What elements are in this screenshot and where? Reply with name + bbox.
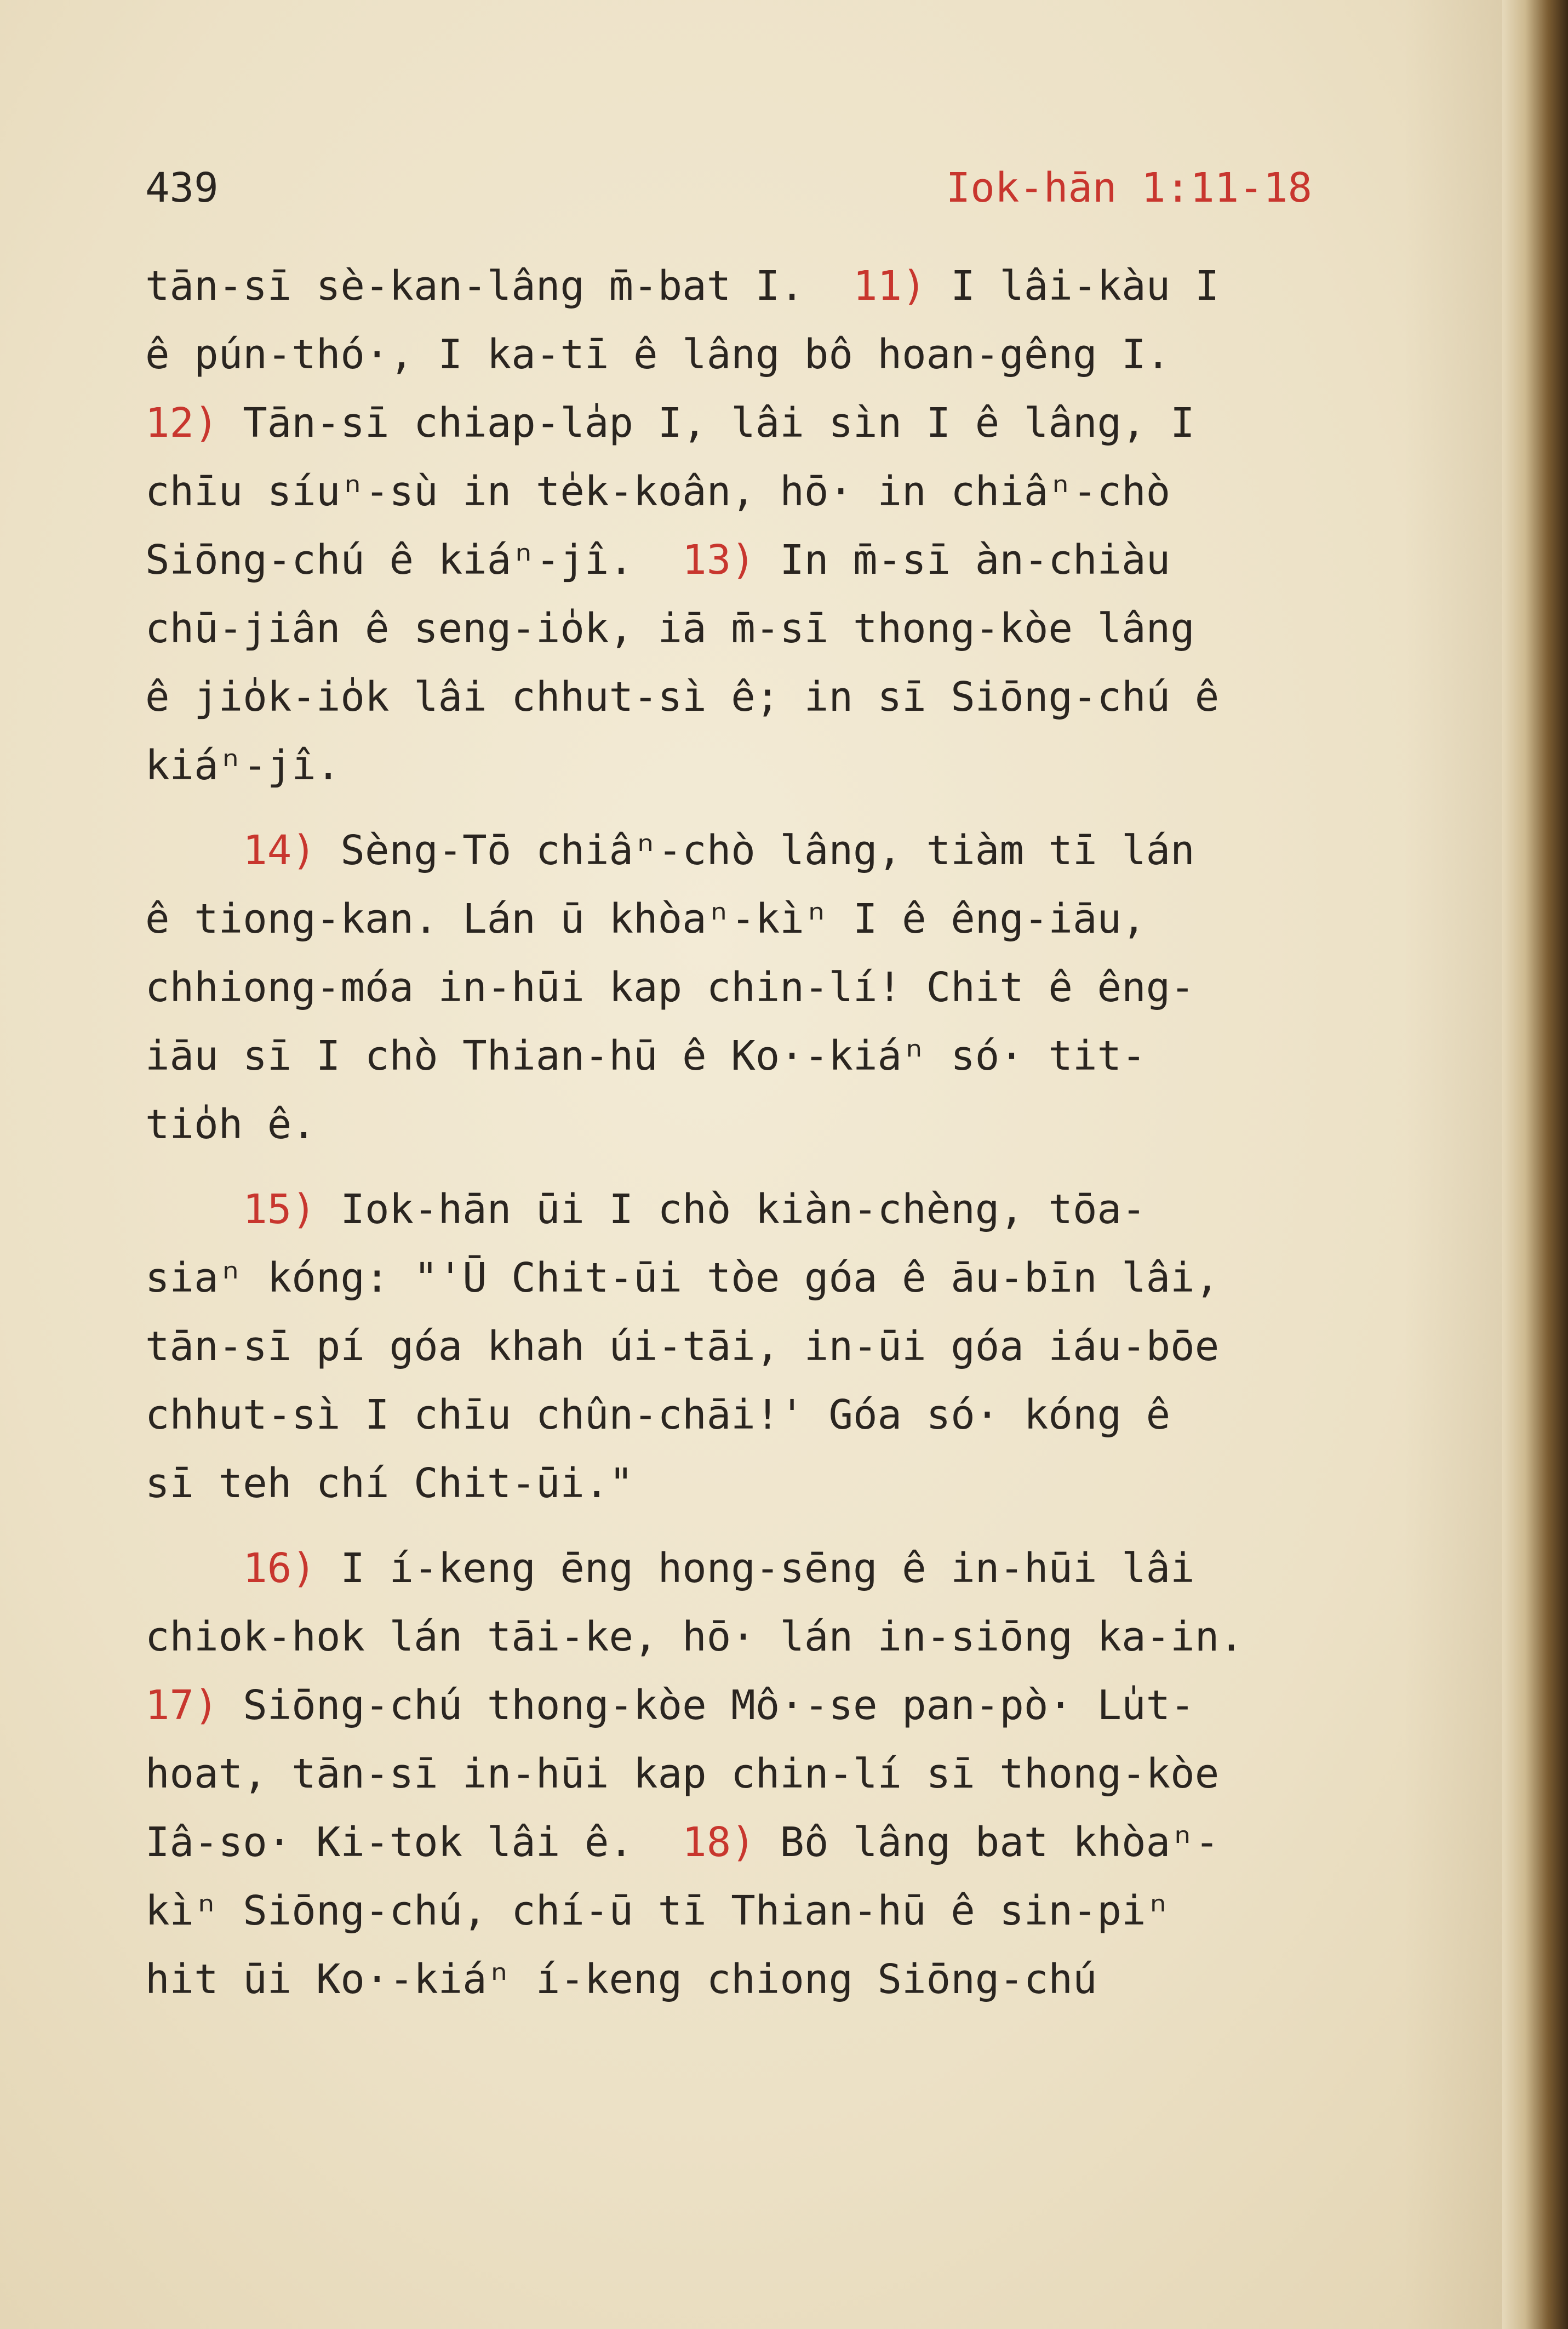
verse-text: tān-sī pí góa khah úi-tāi, in-ūi góa iáu-bōe [145, 1323, 1220, 1370]
text-line [145, 1740, 1383, 1808]
text-line [145, 1312, 1383, 1381]
verse-text: Siōng-chú ê kiáⁿ-jî. [145, 536, 683, 584]
scripture-text [145, 252, 1383, 2014]
verse-number: 11) [853, 262, 926, 310]
text-line [145, 1022, 1383, 1091]
page-gutter-shadow [1404, 0, 1502, 2329]
verse-number: 16) [243, 1545, 316, 1592]
text-line [145, 1449, 1383, 1518]
verse-text: kiáⁿ-jî. [145, 742, 341, 789]
verse-number: 12) [145, 399, 219, 447]
text-line [145, 595, 1383, 663]
text-line [145, 1877, 1383, 1945]
verse-text: tio̍h ê. [145, 1101, 316, 1148]
verse-text: chiok-hok lán tāi-ke, hō· lán in-siōng ka-in. [145, 1613, 1244, 1660]
text-line [145, 1534, 1383, 1603]
verse-text [145, 1545, 243, 1592]
text-line [145, 389, 1383, 458]
text-line [145, 1091, 1383, 1159]
running-head: Iok-hān 1:11-18 [946, 164, 1312, 212]
text-line [145, 954, 1383, 1022]
verse-text [145, 1186, 243, 1233]
verse-text [145, 827, 243, 874]
verse-text: Tān-sī chiap-la̍p I, lâi sìn I ê lâng, I [218, 399, 1195, 447]
text-line [145, 1244, 1383, 1312]
paragraph-gap [145, 1159, 1383, 1175]
text-line [145, 817, 1383, 885]
verse-text: chhut-sì I chīu chûn-chāi!' Góa só· kóng ê [145, 1391, 1171, 1438]
paragraph [145, 252, 1383, 800]
verse-text: chū-jiân ê seng-io̍k, iā m̄-sī thong-kòe lâng [145, 605, 1195, 652]
paragraph [145, 1175, 1383, 1518]
verse-text: Iok-hān ūi I chò kiàn-chèng, tōa- [316, 1186, 1146, 1233]
verse-text: chhiong-móa in-hūi kap chin-lí! Chit ê êng- [145, 964, 1195, 1011]
text-line [145, 252, 1383, 321]
verse-number: 15) [243, 1186, 316, 1233]
verse-number: 18) [682, 1819, 756, 1866]
text-line [145, 1175, 1383, 1244]
verse-text: sī teh chí Chit-ūi." [145, 1460, 634, 1507]
verse-text: Iâ-so· Ki-tok lâi ê. [145, 1819, 683, 1866]
verse-text: I lâi-kàu I [926, 262, 1220, 310]
verse-text: Siōng-chú thong-kòe Mô·-se pan-pò· Lu̍t- [218, 1682, 1195, 1729]
verse-text: chīu síuⁿ-sù in te̍k-koân, hō· in chiâⁿ-chò [145, 468, 1171, 515]
text-line [145, 1381, 1383, 1449]
verse-text: I í-keng ēng hong-sēng ê in-hūi lâi [316, 1545, 1195, 1592]
text-line [145, 1603, 1383, 1671]
verse-text: hoat, tān-sī in-hūi kap chin-lí sī thong-kòe [145, 1750, 1220, 1797]
text-line [145, 885, 1383, 954]
verse-text: Sèng-Tō chiâⁿ-chò lâng, tiàm tī lán [316, 827, 1195, 874]
verse-text: ê pún-thó·, I ka-tī ê lâng bô hoan-gêng I. [145, 331, 1171, 378]
text-line [145, 1808, 1383, 1877]
verse-number: 14) [243, 827, 316, 874]
verse-text: ê jio̍k-io̍k lâi chhut-sì ê; in sī Siōng-chú ê [145, 673, 1220, 721]
paragraph-gap [145, 1518, 1383, 1534]
text-line [145, 321, 1383, 389]
verse-text: siaⁿ kóng: "'Ū Chit-ūi tòe góa ê āu-bīn lâi, [145, 1254, 1220, 1302]
paragraph [145, 817, 1383, 1159]
text-line [145, 732, 1383, 800]
text-line [145, 1945, 1383, 2014]
verse-text: iāu sī I chò Thian-hū ê Ko·-kiáⁿ só· tit- [145, 1032, 1146, 1080]
paragraph-gap [145, 800, 1383, 817]
book-edge [1502, 0, 1568, 2329]
verse-number: 17) [145, 1682, 219, 1729]
page-number: 439 [145, 164, 219, 212]
verse-text: In m̄-sī àn-chiàu [755, 536, 1171, 584]
verse-text: hit ūi Ko·-kiáⁿ í-keng chiong Siōng-chú [145, 1956, 1097, 2003]
verse-text: tān-sī sè-kan-lâng m̄-bat I. [145, 262, 854, 310]
paragraph [145, 1534, 1383, 2014]
text-line [145, 663, 1383, 732]
text-line [145, 1671, 1383, 1740]
text-line [145, 526, 1383, 595]
verse-text: kìⁿ Siōng-chú, chí-ū tī Thian-hū ê sin-piⁿ [145, 1887, 1171, 1934]
page-header [145, 164, 1312, 236]
verse-text: Bô lâng bat khòaⁿ- [755, 1819, 1220, 1866]
text-line [145, 458, 1383, 526]
verse-text: ê tiong-kan. Lán ū khòaⁿ-kìⁿ I ê êng-iāu, [145, 895, 1146, 943]
verse-number: 13) [682, 536, 756, 584]
